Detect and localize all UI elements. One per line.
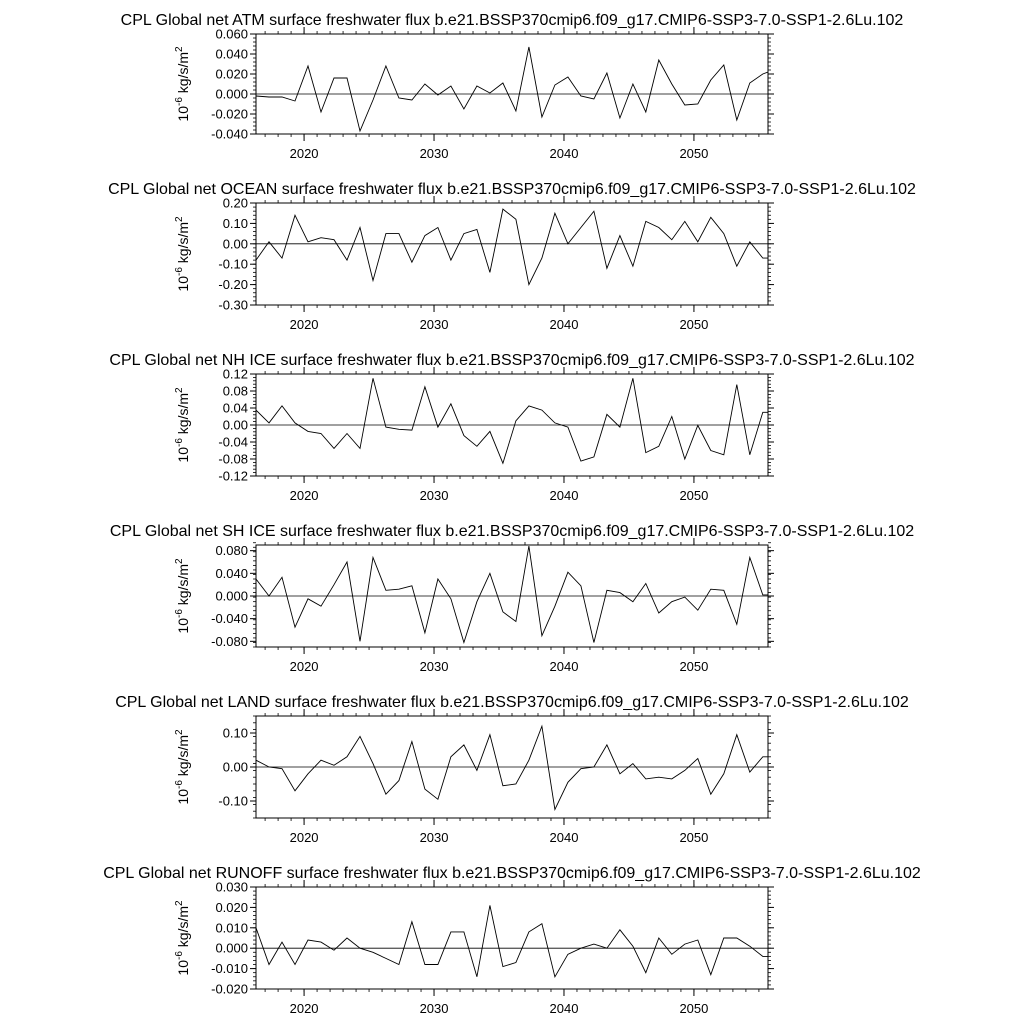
y-tick-label: -0.020 <box>211 106 248 122</box>
x-tick-label: 2030 <box>419 488 449 503</box>
series-line <box>256 47 768 131</box>
x-tick-label: 2050 <box>679 317 709 332</box>
y-tick-label: 0.12 <box>222 366 248 382</box>
x-tick-label: 2040 <box>549 830 579 845</box>
y-tick-label: 0.08 <box>222 383 248 399</box>
x-tick-label: 2050 <box>679 659 709 674</box>
y-tick-label: -0.040 <box>211 611 248 627</box>
x-tick-label: 2050 <box>679 1001 709 1016</box>
chart-title: CPL Global net OCEAN surface freshwater flux b.e21.BSSP370cmip6.f09_g17.CMIP6-SSP3-7.0-SSP1-2.6Lu.102 <box>108 181 916 198</box>
x-tick-label: 2040 <box>549 659 579 674</box>
x-tick-label: 2040 <box>549 317 579 332</box>
series-line <box>256 546 768 642</box>
chart-panel-6 <box>103 865 921 1016</box>
y-tick-label: 0.020 <box>215 899 248 915</box>
chart-panel-5 <box>115 694 909 845</box>
y-tick-label: 0.20 <box>222 195 248 211</box>
x-tick-label: 2020 <box>289 830 319 845</box>
series-line <box>256 378 768 463</box>
y-tick-label: -0.08 <box>218 451 248 467</box>
x-tick-label: 2020 <box>289 317 319 332</box>
y-tick-label: 0.010 <box>215 920 248 936</box>
x-tick-label: 2020 <box>289 488 319 503</box>
y-tick-label: -0.080 <box>211 633 248 649</box>
y-tick-label: -0.04 <box>218 434 248 450</box>
chart-panel-1 <box>121 12 904 161</box>
y-axis-label: $10^{-6}$ $kg/s/m^2$ <box>174 729 191 805</box>
y-tick-label: 0.10 <box>222 725 248 741</box>
y-tick-label: 0.000 <box>215 86 248 102</box>
x-tick-label: 2050 <box>679 146 709 161</box>
y-axis-label: $10^{-6}$ $kg/s/m^2$ <box>174 216 191 292</box>
x-tick-label: 2040 <box>549 146 579 161</box>
series-line <box>256 209 768 285</box>
chart-title: CPL Global net ATM surface freshwater flux b.e21.BSSP370cmip6.f09_g17.CMIP6-SSP3-7.0-SSP1-2.6Lu.102 <box>120 12 904 29</box>
x-tick-label: 2020 <box>289 659 319 674</box>
chart-title: CPL Global net RUNOFF surface freshwater flux b.e21.BSSP370cmip6.f09_g17.CMIP6-SSP3-7.0-SSP1-2.6Lu.102 <box>103 865 921 882</box>
chart-panel-2 <box>108 181 916 332</box>
y-tick-label: -0.010 <box>211 961 248 977</box>
x-tick-label: 2050 <box>679 488 709 503</box>
x-tick-label: 2030 <box>419 830 449 845</box>
y-axis-label: $10^{-6}$ $kg/s/m^2$ <box>174 558 191 634</box>
x-tick-label: 2030 <box>419 317 449 332</box>
x-tick-label: 2020 <box>289 1001 319 1016</box>
y-tick-label: -0.040 <box>211 126 248 142</box>
y-tick-label: 0.10 <box>222 215 248 231</box>
y-tick-label: 0.00 <box>222 236 248 252</box>
y-axis-label: $10^{-6}$ $kg/s/m^2$ <box>174 46 191 122</box>
chart-title: CPL Global net LAND surface freshwater flux b.e21.BSSP370cmip6.f09_g17.CMIP6-SSP3-7.0-SSP1-2.6Lu.102 <box>115 694 909 711</box>
y-tick-label: -0.20 <box>218 277 248 293</box>
y-tick-label: -0.10 <box>218 256 248 272</box>
y-tick-label: 0.030 <box>215 879 248 895</box>
plot-frame <box>256 203 768 305</box>
x-tick-label: 2030 <box>419 1001 449 1016</box>
y-tick-label: 0.00 <box>222 417 248 433</box>
chart-title: CPL Global net NH ICE surface freshwater flux b.e21.BSSP370cmip6.f09_g17.CMIP6-SSP3-7.0-SSP1-2.6Lu.102 <box>109 352 915 369</box>
y-axis-label: $10^{-6}$ $kg/s/m^2$ <box>174 387 191 463</box>
chart-panel-4 <box>110 523 914 674</box>
x-tick-label: 2040 <box>549 488 579 503</box>
y-tick-label: -0.12 <box>218 468 248 484</box>
y-tick-label: -0.30 <box>218 297 248 313</box>
y-tick-label: 0.00 <box>222 759 248 775</box>
chart-title: CPL Global net SH ICE surface freshwater flux b.e21.BSSP370cmip6.f09_g17.CMIP6-SSP3-7.0-SSP1-2.6Lu.102 <box>109 523 915 540</box>
y-tick-label: 0.040 <box>215 46 248 62</box>
y-tick-label: 0.000 <box>215 940 248 956</box>
y-tick-label: -0.020 <box>211 981 248 997</box>
series-line <box>256 905 768 976</box>
x-tick-label: 2050 <box>679 830 709 845</box>
y-tick-label: -0.10 <box>218 793 248 809</box>
plot-frame <box>256 34 768 134</box>
y-tick-label: 0.040 <box>215 565 248 581</box>
y-tick-label: 0.04 <box>222 400 248 416</box>
plot-frame <box>256 887 768 989</box>
x-tick-label: 2040 <box>549 1001 579 1016</box>
y-axis-label: $10^{-6}$ $kg/s/m^2$ <box>174 900 191 976</box>
chart-panel-3 <box>109 352 914 503</box>
y-tick-label: 0.020 <box>215 66 248 82</box>
y-tick-label: 0.000 <box>215 588 248 604</box>
y-tick-label: 0.060 <box>215 26 248 42</box>
x-tick-label: 2020 <box>289 146 319 161</box>
x-tick-label: 2030 <box>419 659 449 674</box>
y-tick-label: 0.080 <box>215 543 248 559</box>
series-line <box>256 726 768 809</box>
x-tick-label: 2030 <box>419 146 449 161</box>
